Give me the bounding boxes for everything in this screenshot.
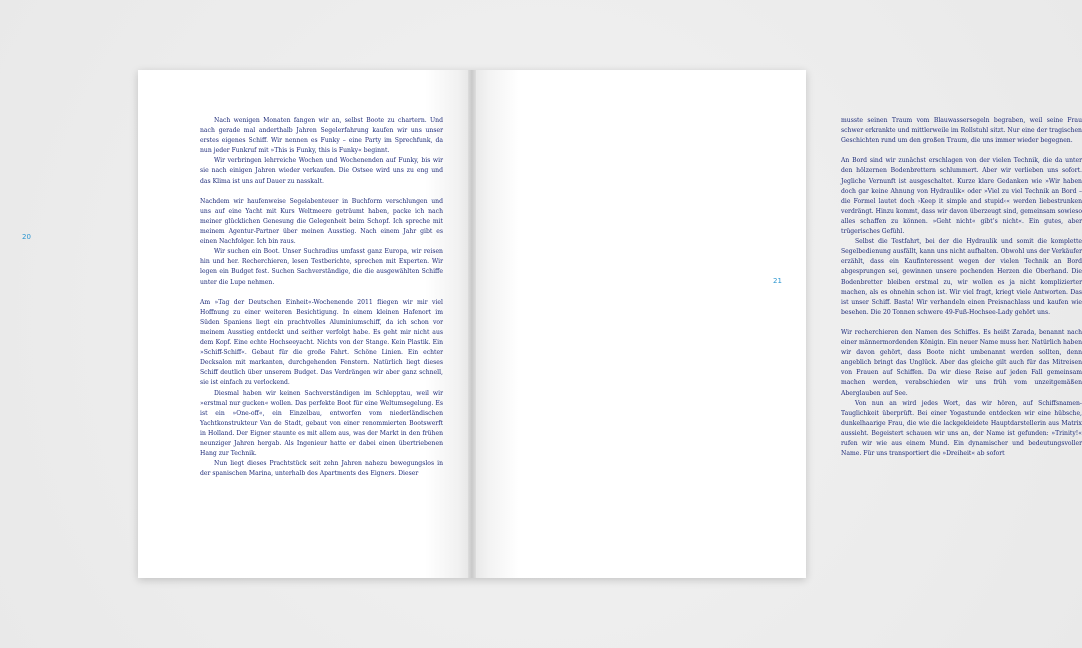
paragraph: Nun liegt dieses Prachtstück seit zehn Jahren nahezu bewegungslos in der spanischen Marina, unterhalb des Apartments des Eigners. Dieser <box>200 460 443 478</box>
paragraph: An Bord sind wir zunächst erschlagen von der vielen Technik, die da unter den hölzernen Bodenbrettern schlummert. Aber wir verlieben uns sofort. Jegliche Vernunft ist ausgeschaltet. Kurze klare Gedanken wie »Wir haben doch gar keine Ahnung von Hydraulik« oder »Viel zu viel Technik an Bord – die Formel lautet doch ›Keep it simple and stupid‹« werden liebestrunken verdrängt. Hinzu kommt, dass wir davon überzeugt sind, gemeinsam sowieso alles schaffen zu können. »Geht nicht« gibt’s nicht«. Ein gutes, aber trügerisches Gefühl. <box>841 157 1082 236</box>
paragraph: Wir suchen ein Boot. Unser Suchradius umfasst ganz Europa, wir reisen hin und her. Recherchieren, lesen Testberichte, sprechen mit Experten. Wir legen ein Budget fest. Suchen Sachverständige, die die ausgewählten Schiffe unter die Lupe nehmen. <box>200 248 443 286</box>
right-page-number: 21 <box>773 277 782 285</box>
paragraph: Nach wenigen Monaten fangen wir an, selbst Boote zu chartern. Und nach gerade mal anderthalb Jahren Segelerfahrung kaufen wir uns unser erstes eigenes Schiff. Wir nennen es Funky – eine Party im Sprechfunk, da nun jeder Funkruf mit »This is Funky, this is Funky« beginnt. <box>200 117 443 155</box>
right-page-text <box>841 116 1082 459</box>
paragraph: Am »Tag der Deutschen Einheit«-Wochenende 2011 fliegen wir mir viel Hoffnung zu einer weiteren Besichtigung. In einem kleinen Hafenort im Süden Spaniens liegt ein prachtvolles Aluminiumschiff, da ich schon vor meinem Ausstieg entdeckt und seither verfolgt habe. Es geht mir nicht aus dem Kopf. Eine echte Hochseeyacht. Nichts von der Stange. Kein Plastik. Ein »Schiff-Schiff«. Gebaut für die große Fahrt. Schöne Linien. Ein echter Decksalon mit markanten, durchgehenden Fenstern. Natürlich liegt dieses Schiff deutlich über unserem Budget. Das Verdrängen wir aber ganz schnell, sie ist einfach zu verlockend. <box>200 298 443 387</box>
paragraph: Nachdem wir haufenweise Segelabenteuer in Buchform verschlungen und uns auf eine Yacht mit Kurs Weltmeere geträumt haben, packe ich nach meiner glücklichen Genesung die Gelegenheit beim Schopf. Ich spreche mit meinem Agentur-Partner über meinen Ausstieg. Nach einem Jahr gibt es einen Nachfolger. Ich bin raus. <box>200 197 443 246</box>
paragraph: Selbst die Testfahrt, bei der die Hydraulik und somit die komplette Segelbedienung ausfällt, kann uns nicht aufhalten. Obwohl uns der Verkäufer erzählt, dass ein Kaufinteressent wegen der vielen Technik an Bord abgesprungen sei, gewinnen unsere pochenden Herzen die Oberhand. Die Bodenbretter bleiben erstmal zu, wir wollen es ja nicht komplizierter machen, als es ohnehin schon ist. Wir viel fragt, kriegt viele Antworten. Das ist unser Schiff. Basta! Wir verhandeln einen Preisnachlass und kaufen wie besehen. Die 20 Tonnen schwere 49-Fuß-Hochsee-Lady gehört uns. <box>841 238 1082 316</box>
paragraph: musste seinen Traum vom Blauwassersegeln begraben, weil seine Frau schwer erkrankte und mittlerweile im Rollstuhl sitzt. Nur eine der tragischen Geschichten rund um den großen Traum, die uns immer wieder begegnen. <box>841 117 1082 145</box>
left-page-text <box>200 116 443 479</box>
paragraph: Von nun an wird jedes Wort, das wir hören, auf Schiffsnamen-Tauglichkeit überprüft. Bei einer Yogastunde entdecken wir eine hübsche, dunkelhaarige Frau, die wie die lackgekleidete Hauptdarstellerin aus Matrix aussieht. Begeistert schauen wir uns an, der Name ist gefunden: »Trinity!« rufen wir wie aus einem Mund. Ein dynamischer und bedeutungsvoller Name. Für uns transportiert die »Dreiheit« ab sofort <box>841 399 1082 458</box>
open-book <box>138 70 1082 578</box>
right-page <box>472 70 1082 578</box>
paragraph: Diesmal haben wir keinen Sachverständigen im Schlepptau, weil wir »erstmal nur gucken« wollen. Das perfekte Boot für eine Weltumsegelung. Es ist ein »One-off«, ein Einzelbau, entworfen vom niederländischen Yachtkonstrukteur Van de Stadt, gebaut von einer renommierten Bootswerft in Holland. Der Eigner staunte es mit allem aus, was der Markt in den frühen neunziger Jahren hergab. Als Ingenieur hatte er dabei einen übertriebenen Hang zur Technik. <box>200 389 443 458</box>
paragraph: Wir verbringen lehrreiche Wochen und Wochenenden auf Funky, bis wir sie nach einigen Jahren wieder verkaufen. Die Ostsee wird uns zu eng und das Klima ist uns auf Dauer zu nasskalt. <box>200 157 443 185</box>
book-spine-shadow <box>468 70 476 578</box>
paragraph: Wir recherchieren den Namen des Schiffes. Es heißt Zarada, benannt nach einer männermordenden Königin. Ein neuer Name muss her. Natürlich haben wir davon gehört, dass Boote nicht umbenannt werden sollten, denn angeblich bringt das Unglück. Aber das gleiche gilt auch für das Mitreisen von Frauen auf Schiffen. Da wir diese Reise auf jeden Fall gemeinsam machen werden, verabschieden wir uns früh vom unzeitgemäßen Aberglauben auf See. <box>841 328 1082 397</box>
left-page <box>138 70 472 578</box>
left-page-number: 20 <box>22 233 31 241</box>
